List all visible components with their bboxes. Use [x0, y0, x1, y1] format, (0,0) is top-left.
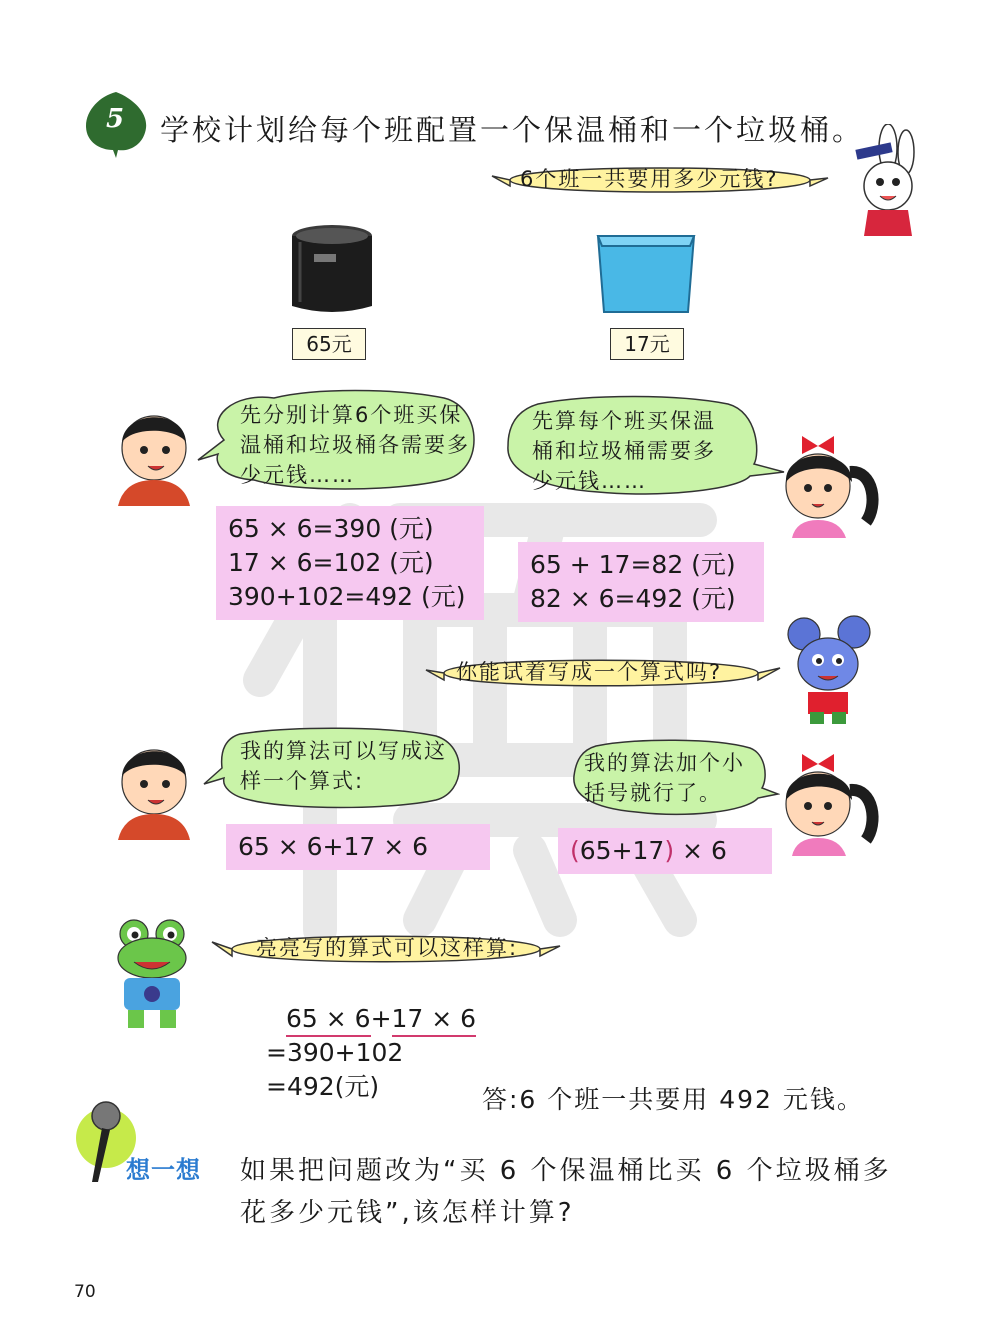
girl-method-speech: 先算每个班买保温桶和垃圾桶需要多少元钱……	[532, 409, 716, 493]
girl-character-icon	[774, 738, 884, 856]
girl-calculation	[518, 542, 764, 622]
boy-formula: 65 × 6+17 × 6	[226, 824, 490, 870]
formula-inner: 65+17	[579, 836, 665, 865]
question-text: 6个班一共要用多少元钱?	[520, 167, 779, 191]
girl-formula	[558, 828, 772, 874]
calc-line: 82 × 6=492 (元)	[530, 584, 736, 613]
problem-statement: 学校计划给每个班配置一个保温桶和一个垃圾桶。	[160, 113, 865, 147]
think-question: 如果把问题改为“买 6 个保温桶比买 6 个垃圾桶多花多少元钱”,该怎样计算?	[240, 1156, 892, 1228]
open-paren: (	[570, 836, 580, 865]
frog-character-icon	[104, 914, 204, 1032]
girl-character-icon	[774, 420, 884, 538]
worked-line-1	[286, 1002, 476, 1035]
problem-number: 5	[106, 104, 125, 134]
think-label: 想一想	[126, 1156, 201, 1184]
worked-part-2: 17 × 6	[392, 1004, 477, 1037]
problem-number-badge	[80, 88, 152, 164]
mouse-character-icon	[784, 612, 880, 726]
formula-rest: × 6	[674, 836, 727, 865]
calc-line: 390+102=492 (元)	[228, 582, 466, 611]
calc-line: 65 + 17=82 (元)	[530, 550, 736, 579]
frog-prompt-text: 亮亮写的算式可以这样算:	[256, 936, 519, 960]
bucket-price: 65元	[292, 328, 366, 360]
worked-line-2: =390+102	[266, 1038, 404, 1067]
trash-can-icon	[594, 226, 698, 318]
boy-character-icon	[104, 736, 200, 840]
boy-character-icon	[104, 402, 200, 506]
mouse-prompt-text: 你能试着写成一个算式吗?	[456, 660, 723, 684]
worked-line-3: =492(元)	[266, 1072, 380, 1101]
trash-can-price: 17元	[610, 328, 684, 360]
close-paren: )	[664, 836, 675, 865]
boy-method-speech: 先分别计算6个班买保温桶和垃圾桶各需要多少元钱……	[240, 403, 470, 487]
worked-plus: +	[370, 1004, 392, 1033]
boy-formula-speech: 我的算法可以写成这样一个算式:	[240, 739, 447, 793]
calc-line: 17 × 6=102 (元)	[228, 548, 434, 577]
worked-part-1: 65 × 6	[286, 1004, 371, 1037]
answer-text: 答:6 个班一共要用 492 元钱。	[482, 1085, 864, 1114]
girl-formula-speech: 我的算法加个小括号就行了。	[584, 751, 745, 805]
insulated-bucket-icon	[286, 222, 378, 318]
page-number: 70	[74, 1282, 96, 1302]
boy-calculation	[216, 506, 484, 620]
calc-line: 65 × 6=390 (元)	[228, 514, 434, 543]
rabbit-character-icon	[838, 124, 920, 240]
